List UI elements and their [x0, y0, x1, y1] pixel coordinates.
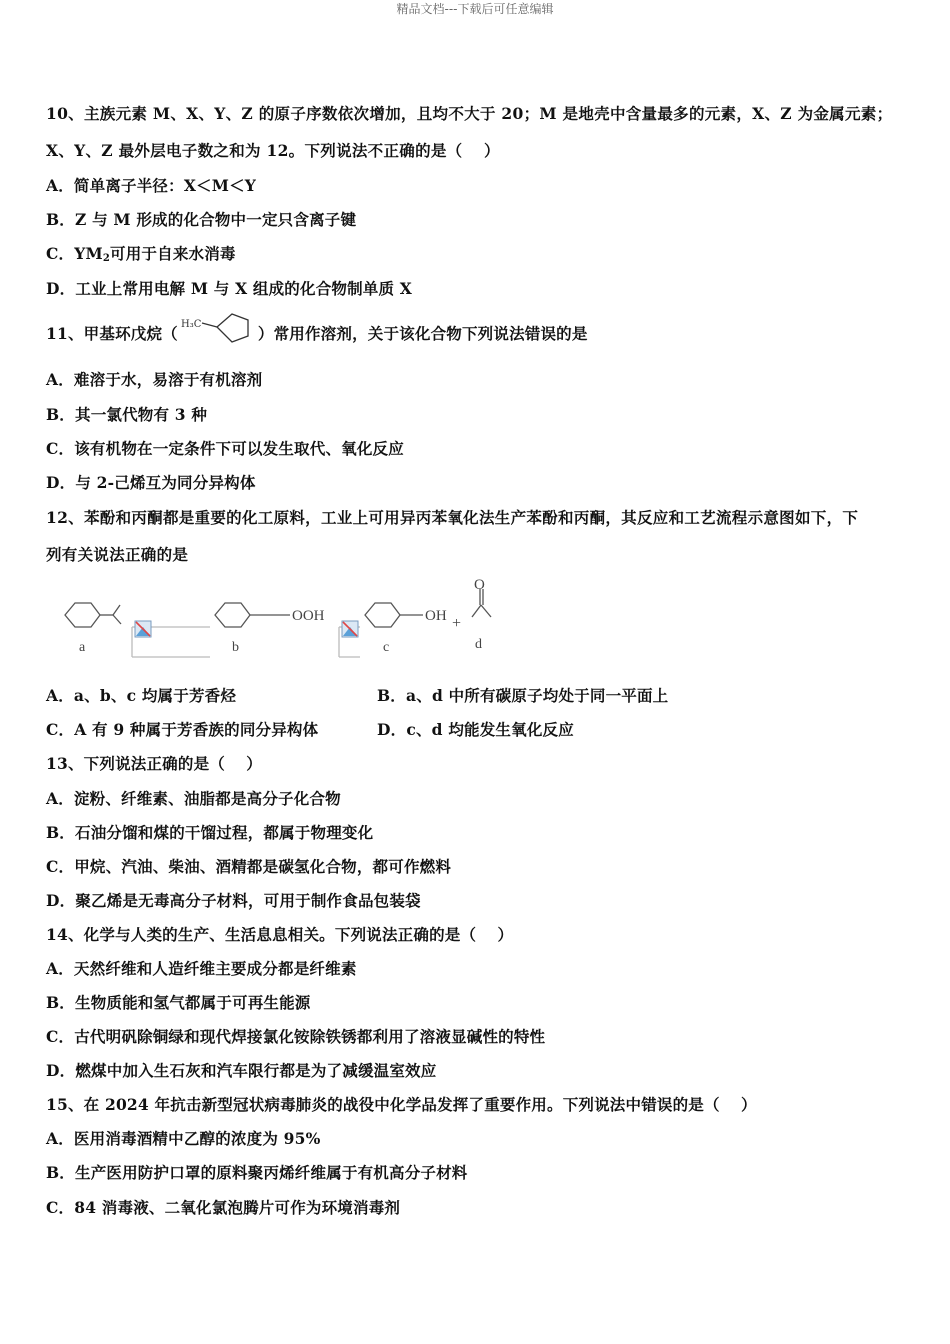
q11-option-d: D．与 2-己烯互为同分异构体 — [46, 473, 256, 492]
q14-option-b: B．生物质能和氢气都属于可再生能源 — [46, 993, 311, 1012]
q10-stem-line1: 10、主族元素 M、X、Y、Z 的原子序数依次增加，且均不大于 20；M 是地壳中含量最多的元素，X、Z 为金属元素； — [46, 104, 893, 123]
q11-option-a: A．难溶于水，易溶于有机溶剂 — [46, 370, 263, 389]
broken-image-icon — [135, 621, 151, 637]
q13-stem: 13、下列说法正确的是（ ） — [46, 754, 262, 773]
q10-option-c-post: 可用于自来水消毒 — [110, 244, 236, 263]
q12-stem-line1: 12、苯酚和丙酮都是重要的化工原料，工业上可用异丙苯氧化法生产苯酚和丙酮，其反应和工艺流程示意图如下，下 — [46, 508, 859, 527]
q15-option-c: C．84 消毒液、二氧化氯泡腾片可作为环境消毒剂 — [46, 1198, 401, 1217]
q13-option-a: A．淀粉、纤维素、油脂都是高分子化合物 — [46, 789, 341, 808]
q10-option-a: A．简单离子半径：X＜M＜Y — [46, 176, 257, 195]
q12-stem-line2: 列有关说法正确的是 — [46, 545, 189, 564]
label-b: b — [232, 640, 239, 655]
q11-stem-pre: 11、甲基环戊烷（ — [46, 324, 178, 343]
q12-option-d: D．c、d 均能发生氧化反应 — [377, 720, 574, 739]
label-a: a — [79, 640, 86, 655]
q15-option-b: B．生产医用防护口罩的原料聚丙烯纤维属于有机高分子材料 — [46, 1163, 468, 1182]
label-c: c — [383, 640, 390, 655]
page-header: 精品文档---下载后可任意编辑 — [396, 2, 554, 16]
q12-option-c: C．A 有 9 种属于芳香族的同分异构体 — [46, 720, 319, 739]
q13-option-d: D．聚乙烯是无毒高分子材料，可用于制作食品包装袋 — [46, 891, 421, 910]
q14-option-c: C．古代明矾除铜绿和现代焊接氯化铵除铁锈都利用了溶液显碱性的特性 — [46, 1027, 546, 1046]
b-ooh-group: OOH — [292, 608, 325, 624]
q14-option-a: A．天然纤维和人造纤维主要成分都是纤维素 — [46, 959, 357, 978]
reaction-scheme — [55, 575, 515, 665]
q10-option-c-sub: 2 — [102, 253, 111, 264]
q12-option-a: A．a、b、c 均属于芳香烃 — [46, 686, 237, 705]
q11-stem — [46, 322, 588, 344]
q11-option-c: C．该有机物在一定条件下可以发生取代、氧化反应 — [46, 439, 404, 458]
q11-option-b: B．其一氯代物有 3 种 — [46, 405, 208, 424]
carbonyl-oxygen: O — [474, 577, 485, 593]
c-oh-group: OH — [425, 608, 447, 624]
q11-stem-post: ）常用作溶剂，关于该化合物下列说法错误的是 — [257, 324, 588, 343]
label-d: d — [475, 637, 482, 652]
q14-option-d: D．燃煤中加入生石灰和汽车限行都是为了减缓温室效应 — [46, 1061, 437, 1080]
q10-option-b: B．Z 与 M 形成的化合物中一定只含离子键 — [46, 210, 357, 229]
plus-sign: + — [452, 615, 462, 632]
q10-stem-line2: X、Y、Z 最外层电子数之和为 12。下列说法不正确的是（ ） — [46, 141, 500, 160]
q15-option-a: A．医用消毒酒精中乙醇的浓度为 95% — [46, 1129, 321, 1148]
q10-option-c — [46, 242, 236, 264]
q10-option-c-pre: C．YM — [46, 244, 103, 263]
q15-stem: 15、在 2024 年抗击新型冠状病毒肺炎的战役中化学品发挥了重要作用。下列说法中错误的是（ ） — [46, 1095, 757, 1114]
q13-option-c: C．甲烷、汽油、柴油、酒精都是碳氢化合物，都可作燃料 — [46, 857, 452, 876]
methylcyclopentane-structure — [180, 308, 260, 348]
q10-option-d: D．工业上常用电解 M 与 X 组成的化合物制单质 X — [46, 279, 413, 298]
q14-stem: 14、化学与人类的生产、生活息息相关。下列说法正确的是（ ） — [46, 925, 514, 944]
methyl-label: H₃C — [181, 319, 202, 330]
broken-image-icon — [342, 621, 358, 637]
q13-option-b: B．石油分馏和煤的干馏过程，都属于物理变化 — [46, 823, 374, 842]
q12-option-b: B．a、d 中所有碳原子均处于同一平面上 — [377, 686, 669, 705]
